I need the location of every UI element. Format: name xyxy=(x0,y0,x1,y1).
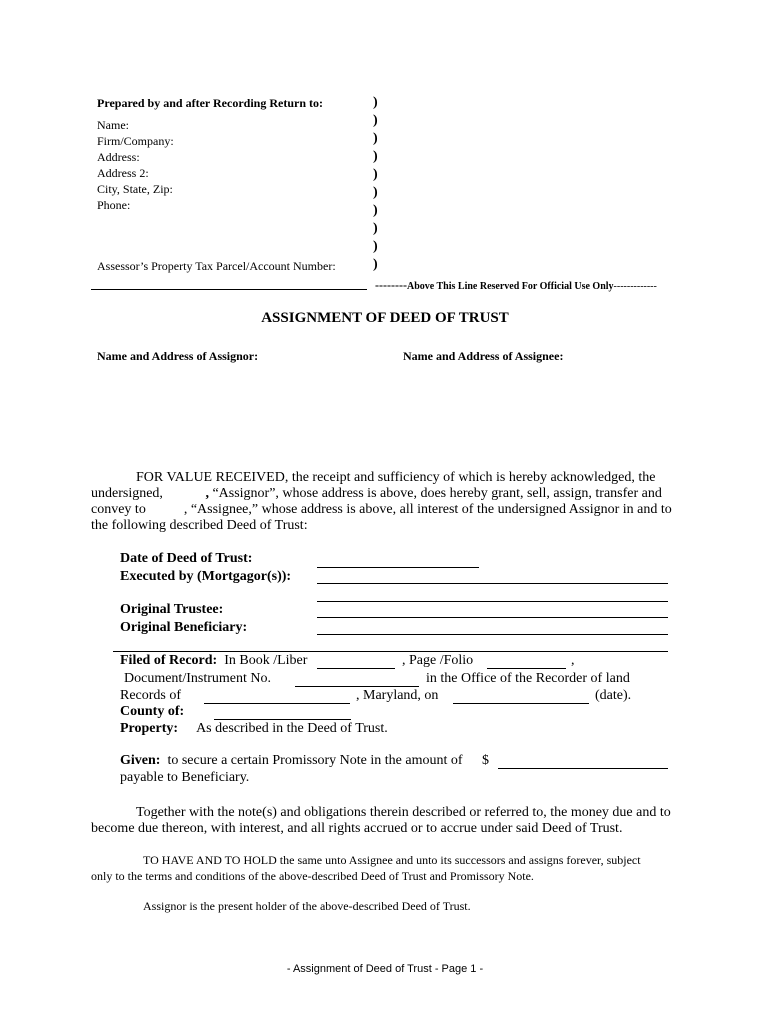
paren-divider: ) xyxy=(373,167,378,182)
address2-field-label: Address 2: xyxy=(97,166,149,180)
together-text: Together with the note(s) and obligations therein described or referred to, the money due and to xyxy=(136,805,671,820)
date-of-deed-label: Date of Deed of Trust: xyxy=(120,551,253,566)
recording-date-line[interactable] xyxy=(453,703,589,704)
paren-divider: ) xyxy=(373,131,378,146)
prepared-by-label: Prepared by and after Recording Return to: xyxy=(97,96,323,110)
document-title: ASSIGNMENT OF DEED OF TRUST xyxy=(261,310,509,326)
county-label: County of: xyxy=(120,704,185,719)
original-beneficiary-label: Original Beneficiary: xyxy=(120,620,248,635)
paren-divider: ) xyxy=(373,221,378,236)
firm-field-label: Firm/Company: xyxy=(97,134,174,148)
date-label: (date). xyxy=(595,688,632,703)
filed-of-record-row: Filed of Record: In Book /Liber xyxy=(120,653,308,668)
property-row: Property: As described in the Deed of Trust. xyxy=(120,721,388,736)
assignee-label: Name and Address of Assignee: xyxy=(403,349,564,363)
records-of-label: Records of xyxy=(120,688,182,703)
page-folio-label: , Page /Folio xyxy=(402,653,474,668)
consideration-text: undersigned, , “Assignor”, whose address is above, does hereby grant, sell, assign, transfer and xyxy=(91,486,662,501)
habendum-text: TO HAVE AND TO HOLD the same unto Assignee and unto its successors and assigns forever, subject xyxy=(143,853,641,867)
executed-by-line-2[interactable] xyxy=(317,601,668,602)
paren-divider: ) xyxy=(373,185,378,200)
recorder-office-text: in the Office of the Recorder of land xyxy=(426,671,630,686)
given-row: Given: to secure a certain Promissory Note in the amount of xyxy=(120,753,463,768)
book-liber-line[interactable] xyxy=(317,668,395,669)
paren-divider: ) xyxy=(373,203,378,218)
original-beneficiary-line[interactable] xyxy=(317,634,668,635)
payable-text: payable to Beneficiary. xyxy=(120,770,250,785)
paren-divider: ) xyxy=(373,149,378,164)
dollar-sign: $ xyxy=(482,753,489,768)
phone-field-label: Phone: xyxy=(97,198,131,212)
date-of-deed-line[interactable] xyxy=(317,567,479,568)
paren-divider: ) xyxy=(373,239,378,254)
habendum-text: only to the terms and conditions of the above-described Deed of Trust and Promissory Note. xyxy=(91,869,534,883)
reserved-line-text: --------Above This Line Reserved For Official Use Only------------- xyxy=(375,278,657,292)
executed-by-line[interactable] xyxy=(317,583,668,584)
original-trustee-line[interactable] xyxy=(317,617,668,618)
city-state-zip-field-label: City, State, Zip: xyxy=(97,182,173,196)
consideration-text: convey to , “Assignee,” whose address is above, all interest of the undersigned Assignor in and to xyxy=(91,502,672,517)
holder-statement: Assignor is the present holder of the above-described Deed of Trust. xyxy=(143,899,471,913)
assignor-label: Name and Address of Assignor: xyxy=(97,349,259,363)
original-trustee-label: Original Trustee: xyxy=(120,602,224,617)
parcel-number-label: Assessor’s Property Tax Parcel/Account Number: xyxy=(97,259,336,273)
records-of-line[interactable] xyxy=(204,703,350,704)
amount-line[interactable] xyxy=(498,768,668,769)
section-divider xyxy=(113,651,668,652)
together-text: become due thereon, with interest, and all rights accrued or to accrue under said Deed of Trust. xyxy=(91,821,623,836)
document-number-label: Document/Instrument No. xyxy=(124,671,271,686)
paren-divider: ) xyxy=(373,95,378,110)
executed-by-label: Executed by (Mortgagor(s)): xyxy=(120,569,292,584)
comma: , xyxy=(571,653,575,668)
page-folio-line[interactable] xyxy=(487,668,566,669)
paren-divider: ) xyxy=(373,113,378,128)
maryland-on-text: , Maryland, on xyxy=(356,688,439,703)
consideration-text: FOR VALUE RECEIVED, the receipt and sufficiency of which is hereby acknowledged, the xyxy=(136,470,656,485)
county-line[interactable] xyxy=(214,719,351,720)
page-footer: - Assignment of Deed of Trust - Page 1 - xyxy=(286,963,484,975)
consideration-text: the following described Deed of Trust: xyxy=(91,518,308,533)
address-field-label: Address: xyxy=(97,150,140,164)
parcel-line xyxy=(91,289,367,290)
name-field-label: Name: xyxy=(97,118,129,132)
paren-divider: ) xyxy=(373,257,378,272)
document-number-line[interactable] xyxy=(295,686,419,687)
